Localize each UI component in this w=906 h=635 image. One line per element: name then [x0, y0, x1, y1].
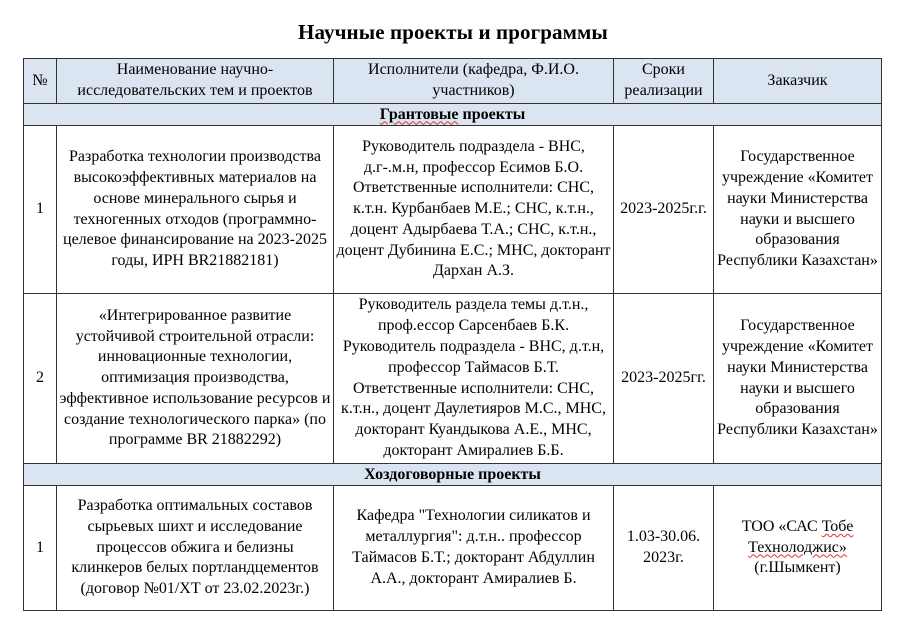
row-customer: Государственное учреждение «Комитет науки Министерства науки и высшего образования Республики Казахстан» — [714, 126, 882, 294]
row-name: «Интегрированное развитие устойчивой строительной отрасли: инновационные технологии, оптимизация производства, эффективное использование ресурсов и создание технологического парка» (по программе BR 21882292) — [57, 294, 334, 464]
row-customer: Государственное учреждение «Комитет науки Министерства науки и высшего образования Республики Казахстан» — [714, 294, 882, 464]
section-title: Хоздоговорные проекты — [24, 464, 882, 486]
customer-word: Тобе — [821, 517, 854, 535]
row-executors: Руководитель подраздела - ВНС, д.г-.м.н, профессор Есимов Б.О. Ответственные исполнители: СНС, к.т.н. Курбанбаев М.Е.; СНС, к.т.н., доцент Адырбаева Т.А.; СНС, к.т.н., доцент Дубинина Е.С.; МНС, докторант Дархан А.З. — [334, 126, 614, 294]
header-name: Наименование научно-исследовательских тем и проектов — [57, 59, 334, 104]
customer-suffix: (г.Шымкент) — [754, 559, 841, 577]
row-num: 1 — [24, 486, 57, 611]
row-num: 1 — [24, 126, 57, 294]
section-row-grants — [24, 104, 882, 126]
row-executors: Руководитель раздела темы д.т.н., проф.ессор Сарсенбаев Б.К. Руководитель подраздела - ВНС, д.т.н, профессор Таймасов Б.Т. Ответственные исполнители: СНС, к.т.н., доцент Даулетияров М.С., МНС, докторант Куандыкова А.Е., МНС, докторант Амиралиев Б.Б. — [334, 294, 614, 464]
section-row-contracts — [24, 464, 882, 486]
table-row — [24, 294, 882, 464]
table-row — [24, 486, 882, 611]
row-executors: Кафедра "Технологии силикатов и металлургия": д.т.н.. профессор Таймасов Б.Т.; докторант Абдуллин А.А., докторант Амиралиев Б. — [334, 486, 614, 611]
row-period: 2023-2025гг. — [614, 294, 714, 464]
page-title: Научные проекты и программы — [298, 20, 608, 44]
header-customer: Заказчик — [714, 59, 882, 104]
table-header-row — [24, 59, 882, 104]
projects-table — [23, 58, 882, 611]
row-period: 1.03-30.06. 2023г. — [614, 486, 714, 611]
row-customer — [714, 486, 882, 611]
row-period: 2023-2025г.г. — [614, 126, 714, 294]
row-name: Разработка оптимальных составов сырьевых шихт и исследование процессов обжига и белизны клинкеров белых портландцементов (договор №01/ХТ от 23.02.2023г.) — [57, 486, 334, 611]
header-executors: Исполнители (кафедра, Ф.И.О. участников) — [334, 59, 614, 104]
row-num: 2 — [24, 294, 57, 464]
header-period: Сроки реализации — [614, 59, 714, 104]
customer-word: Технолоджис» — [748, 538, 847, 556]
customer-prefix: ТОО «САС — [741, 517, 822, 535]
section-title-rest: проекты — [458, 105, 526, 123]
row-name: Разработка технологии производства высокоэффективных материалов на основе минерального сырья и техногенных отходов (программно-целевое финансирование на 2023-2025 годы, ИРН BR21882181) — [57, 126, 334, 294]
table-row — [24, 126, 882, 294]
header-num: № — [24, 59, 57, 104]
section-title-word: Грантовые — [379, 105, 459, 123]
section-title — [24, 104, 882, 126]
